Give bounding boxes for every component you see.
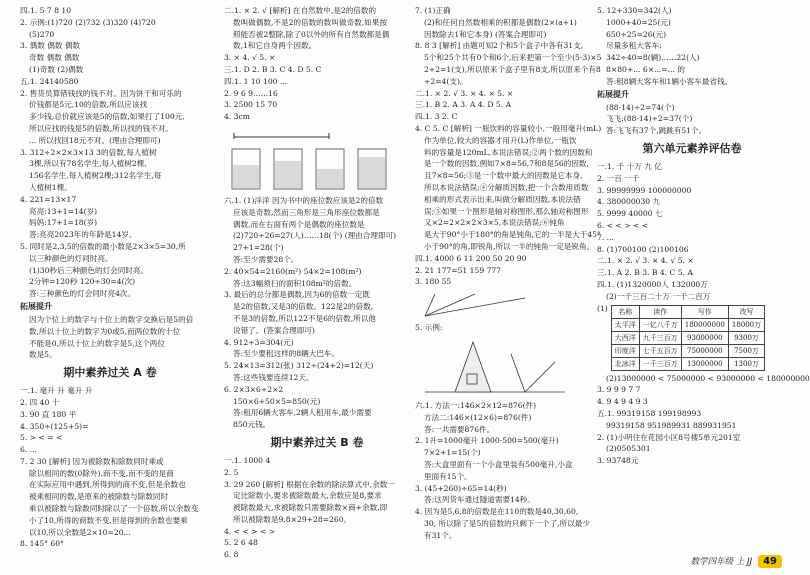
answer-line: 答:这列货车通过隧道需要14秒。 — [424, 495, 535, 505]
answer-line: 2÷2=1(支),所以原来个盒子里有8支,所以原来个有8 — [424, 64, 601, 74]
answer-line: 2. 1升=1000毫升 1000-500=500(毫升) — [415, 436, 559, 446]
answer-line: 因数除去1和它本身) (答案合理即可) — [424, 29, 547, 39]
answer-line: 料的容量是120mL,本说法错误;②两个数的因数和 — [424, 147, 593, 157]
table-cell: 180000000 — [681, 318, 728, 331]
answer-line: 二.1. × 2. √ [解析] 在自然数中,是2的倍数的 — [224, 6, 377, 15]
answer-line: (2)13000000 < 75000000 < 93000000 < 180000000 — [606, 373, 810, 383]
table-cell: 北冰洋 — [611, 357, 639, 370]
page-footer — [691, 553, 782, 569]
answer-line: 3. 9 9 9 7 7 — [597, 385, 641, 395]
answer-line: 4. 380000030 九 — [597, 197, 661, 207]
answer-line: 说错了。(答案合理即可) — [233, 325, 315, 335]
answer-line: 偶数,而在右面有两个是偶数的座位数是 — [233, 219, 365, 229]
answer-line: 相乘的形式表示出来,叫做分解质因数,本说法错 — [424, 194, 581, 204]
table-cell: 1300万 — [728, 357, 764, 370]
answer-line: 8. 8 3 [解析] 由题可知2个和5个盒子中各有31支, — [415, 41, 584, 51]
table-cell: 18000万 — [728, 318, 764, 331]
answer-line: 6. 8 — [224, 550, 239, 560]
answer-line: 3. 最后的总分都是偶数,因为6的倍数一定既 — [224, 290, 370, 300]
page-number: 49 — [758, 555, 782, 568]
table-header-cell: 改写 — [728, 305, 764, 318]
answer-line: (2)720÷26=27(人)……18(个) (理由合理即可) — [233, 231, 397, 241]
answer-line: 答:至少需要28个。 — [233, 254, 299, 264]
answer-line: 不能是0,所以十位上的数字是5,这个两位 — [29, 338, 165, 348]
answer-line: 5. 24×13=312(张) 312÷(24+2)=12(天) — [224, 361, 374, 371]
answer-line: 小了10,所得的商数不变,但是得到的余数也要乘 — [29, 515, 188, 525]
answer-line: ÷2=4(支)。 — [424, 76, 468, 86]
expand-title-1: 拓展提升 — [20, 301, 52, 311]
answer-line: 4. 350÷(125+5)= — [20, 421, 89, 431]
answer-line: 五.1. 24140580 — [20, 76, 79, 86]
answer-line: 数,所以十位上的数字为0或5,而两位数的十位 — [29, 326, 181, 336]
answer-line: 2. 四 40 十 — [20, 397, 60, 407]
expand-title-4: 拓展提升 — [597, 89, 629, 99]
answer-line: 里面有15个。 — [424, 471, 472, 481]
answer-line: 6. ... — [20, 445, 37, 455]
answer-line: 尽量多租大客车: — [606, 41, 662, 51]
answer-line: 5. > < = < — [20, 433, 63, 443]
answer-line: (1)奇数 (2)偶数 — [29, 64, 84, 74]
table-header-cell: 读作 — [639, 305, 681, 318]
table-cell: 九千三百万 — [639, 331, 681, 344]
answer-line: (2)一千三百二十万 一千二百万 — [606, 291, 711, 301]
answer-line: 4. < < > < > — [224, 526, 276, 536]
table-prefix: (1) — [597, 303, 608, 313]
ocean-table — [611, 305, 765, 371]
answer-line: 4. 因为是5,6,8的倍数是在110的数是40,30,60, — [415, 507, 579, 517]
answer-line: 答:租用6辆大客车,2辆人租用车,最少需要 — [233, 408, 372, 418]
answer-line: 数,1和它自身两个因数。 — [233, 41, 317, 51]
triangle-figure — [415, 336, 595, 398]
answer-column-2 — [224, 5, 410, 560]
answer-line: 定比除数小,要求被除数最大,余数应是8,要求 — [233, 491, 382, 501]
expand-answers-4 — [597, 102, 787, 137]
measuring-cups-figure — [224, 143, 410, 193]
answer-line: 5. 2 6 48 — [224, 538, 258, 548]
answer-line: 4. 3cm — [224, 112, 250, 122]
answer-line: 除以相同的数(0除外),商不变,而不变的是商 — [29, 468, 174, 478]
answer-line: 30, 所以除了是5的倍数的只剩下一个了,所以最少 — [424, 518, 591, 528]
unit6-title: 第六单元素养评估卷 — [642, 141, 742, 155]
subject-label: 数学四年级 上 JJ — [690, 557, 753, 567]
answer-line: 850元钱。 — [233, 420, 271, 430]
ocean-table-wrap — [597, 303, 787, 373]
answer-line: 2. 40×54=2160(m²) 54×2=108(m²) — [224, 266, 362, 276]
figure-label: 5. 示例: — [415, 323, 443, 333]
answer-line: 四.1. 4000 6 11 200 50 20 90 — [415, 253, 527, 263]
answer-line: 以三种颜色的灯同时亮。 — [29, 253, 113, 263]
table-row — [611, 318, 764, 331]
answer-line: 妈妈:17+1=18(岁) — [29, 218, 98, 228]
table-cell: 75000000 — [681, 344, 728, 357]
answer-line: 方法二:146×(12×6)=876(件) — [424, 412, 532, 422]
answer-line: 六.1. (1)洋洋 因为书中的座位数应该是2的倍数 — [224, 195, 384, 205]
answer-line: 5个和25个共有0个和6个,后来把第一个至少(5-3)×5 — [424, 53, 602, 63]
answer-line: 四.1. (1)1320000人 132000万 — [597, 279, 708, 289]
answer-line: 一.1. 毫升 升 毫升 升 — [20, 386, 93, 396]
answer-line: (2)和任何自然数相乘的积都是偶数(2×(a+1) — [424, 17, 577, 27]
answer-line: 小于90°的角,即锐角,所以一半的钝角一定是锐角。 — [424, 241, 595, 251]
answer-line: 3. 312÷2×2×3×13 3的倍数,每人植树 — [20, 147, 157, 157]
answer-line: 2. (1)小明住在花园小区8号楼5单元201室 — [597, 432, 741, 442]
answer-line: 8. 145° 60° — [20, 539, 64, 549]
answer-line: 2分钟=120秒 120÷30=4(次) — [29, 277, 136, 287]
answer-line: 2. 9 6 9……16 — [224, 88, 278, 98]
answer-line: 5. 9999 40000 七 — [597, 209, 663, 219]
table-header-cell: 写作 — [681, 305, 728, 318]
answer-line: 4. C 5. C [解析] 一瓶饮料的容量较小,一般用毫升(mL) — [415, 123, 602, 133]
answer-line: 飞飞:(88-14)÷2=37(个) — [606, 114, 693, 124]
table-header-cell: 名称 — [611, 305, 639, 318]
midterm-a-title: 期中素养过关 A 卷 — [63, 366, 157, 380]
answer-line: 3. × 4. √ 5. × — [224, 53, 276, 63]
answer-line: 一.1. 1000 4 — [224, 455, 271, 465]
answer-line: 所以被除数是9,8×29+28=260。 — [233, 514, 352, 524]
answer-line: 三.1. A 2. B 3. B 4. C 5. A — [597, 268, 693, 278]
answer-line: 数是5。 — [29, 350, 57, 360]
answer-line: ... 所以找回18元不对。(理由合理即可) — [29, 135, 161, 145]
answer-line: 一.1. 千 十万 九 亿 — [597, 161, 662, 171]
midterm-a-answers — [20, 385, 200, 550]
answer-line: 342÷40=8(辆)……22(人) — [606, 53, 700, 63]
table-row — [611, 344, 764, 357]
answer-line: 4. 9 4 9 4 9 3 — [597, 397, 648, 407]
answer-line: 3. (45+260)÷65=14(秒) — [415, 483, 507, 493]
answer-column-1 — [20, 5, 200, 550]
answer-line: 3棵,所以有78名学生,每人植树2棵, — [29, 159, 147, 169]
answer-column-3 — [415, 5, 602, 550]
answer-line: 7. (1)正确 — [415, 6, 451, 15]
answer-line: 四.1. 5 7 8 10 — [20, 6, 72, 15]
answer-line: 以10,所以余数是2×10=20... — [29, 527, 131, 537]
answer-line: 是大于90°小于180°的角是钝角,它的一半是大于45° — [424, 230, 601, 240]
answer-line: 答:三种颜色的灯会同时亮4次。 — [29, 289, 136, 299]
answer-line: 被除数最大,求被除数只需要除数×商+余数,即 — [233, 503, 388, 513]
answer-line: 被乘相同的数,是原来的被除数与除数同时 — [29, 492, 169, 502]
table-cell: 七千五百万 — [639, 344, 681, 357]
answer-line: 价钱都是5元,10的倍数,所以应该找 — [29, 100, 148, 110]
column-2-answers — [224, 5, 410, 123]
answer-line: 3. 29 260 [解析] 根据在余数的除法算式中,余数一 — [224, 479, 395, 489]
answer-line: 答:大盒里面有一个小盒里装有500毫升,小盒 — [424, 459, 573, 469]
table-cell: 13000000 — [681, 357, 728, 370]
answer-line: (1)30秒后三种颜色的灯会同时亮。 — [29, 265, 149, 275]
answer-line: 是2的倍数,又是3的倍数。122是2的倍数, — [233, 302, 374, 312]
answer-line: 2. 售货员算错钱找的钱不对。因为饼干和可乐的 — [20, 88, 182, 98]
answer-line: 六.1. 方法一:146×2×12=876(件) — [415, 400, 537, 410]
answer-line: 2. 一百 一千 — [597, 173, 640, 183]
answer-line: 答:一共需要876件。 — [424, 424, 495, 434]
midterm-b-answers — [224, 455, 410, 561]
angle-figure — [415, 290, 595, 320]
answer-line: 7. 2 30 [解析] 因为被除数和除数同时乘或 — [20, 456, 164, 466]
answer-line: 二.1. × 2. √ 3. × 4. √ 5. × — [597, 256, 694, 266]
answer-line: 5. 同时是2,3,5的倍数的最小数是2×3×5=30,所 — [20, 241, 186, 251]
answer-line: 所以本说法错误;④分解质因数,把一个合数用质数 — [424, 182, 589, 192]
table-cell: 9300万 — [728, 331, 764, 344]
answer-line: 多少钱,总价就应该是5的倍数,如果打了100元, — [29, 112, 185, 122]
column-3-answers — [415, 5, 602, 253]
column-1-answers — [20, 5, 200, 300]
column-3-answers-part3 — [415, 400, 595, 542]
answer-line: 6. < < > < < — [597, 220, 649, 230]
expand-answers-1 — [20, 314, 200, 361]
table-body — [611, 318, 764, 370]
answer-line: 误;⑤如果一个图形是轴对称图形,那么轴对称图形 — [424, 206, 589, 216]
unit6-answers-part2 — [597, 373, 810, 467]
answer-line: 又×2=2×2×2×3×5,本说法错误;⑥钝角 — [424, 218, 565, 228]
answer-line: 答:飞飞有37个,跳跳有51个。 — [606, 126, 707, 136]
answer-line: 不是3的倍数,所以122不是6的倍数,所以他 — [233, 313, 376, 323]
answer-line: 99319158 951989931 889931951 — [606, 420, 737, 430]
answer-line: 3. 180 55 — [415, 277, 452, 287]
answer-line: 3. 93748元 — [597, 456, 639, 466]
answer-line: 5. 12+330=342(人) — [597, 6, 672, 15]
midterm-b-title: 期中素养过关 B 卷 — [270, 435, 364, 449]
answer-line: 奇数 偶数 偶数 — [29, 53, 80, 63]
answer-line: 应该是奇数,然而三角形是三角形座位数都是 — [233, 207, 380, 217]
table-cell: 印度洋 — [611, 344, 639, 357]
answer-line: 6. 2×3×6÷2×2 — [224, 384, 284, 394]
answer-line: 答:这些钱要连续12天。 — [233, 372, 314, 382]
answer-line: 数叫做偶数,不是2的倍数的数叫做奇数,如果按 — [233, 17, 387, 27]
answer-line: 答:这3幅须扫的面积108m²的倍数。 — [233, 278, 357, 288]
answer-line: 650÷25=26(元) — [606, 29, 667, 39]
table-header-row — [611, 305, 764, 318]
table-cell: 一千三百万 — [639, 357, 681, 370]
table-row — [611, 331, 764, 344]
answer-line: 二.1. × 2. √ 3. × 4. × 5. × — [415, 88, 514, 98]
answer-line: 有31个。 — [424, 530, 457, 540]
table-cell: 93000000 — [681, 331, 728, 344]
answer-line: 五.1. 99319158 199198993 — [597, 408, 702, 418]
answer-column-4 — [597, 5, 810, 550]
answer-line: 答:租8辆大客车和1辆小客车最省钱。 — [606, 76, 733, 86]
answer-line: 答:亮亮2023年的年龄是14岁。 — [29, 230, 137, 240]
answer-line: 作为单位,较大的容器才用升(L)作单位,一瓶饮 — [424, 135, 577, 145]
answer-line: (2)0505301 — [606, 444, 651, 454]
column-2-answers-part2 — [224, 195, 410, 431]
answer-line: 3. 90 直 180 平 — [20, 409, 77, 419]
answer-line: 150×6+50×5=850(元) — [233, 396, 321, 406]
answer-line: 3. 99999999 100000000 — [597, 185, 692, 195]
answer-line: (88-14)÷2=74(个) — [606, 102, 675, 112]
answer-line: 三.1. B 2. A 3. A 4. D 5. A — [415, 100, 512, 110]
table-cell: 一亿八千万 — [639, 318, 681, 331]
answer-line: 7×2+1=15(个) — [424, 448, 481, 458]
answer-line: 照能否被2整除,除了0以外的所有自然数都是偶 — [233, 29, 390, 39]
table-cell: 太平洋 — [611, 318, 639, 331]
answer-line: 2. 21 177=51 159 777 — [415, 265, 502, 275]
answer-line: 156名学生,每人植树2棵;312名学生,每 — [29, 171, 162, 181]
answer-line: 四.1. 1 10 100 ... — [224, 76, 288, 86]
answer-line: 因为个位上的数字与十位上的数字交换后是5的倍 — [29, 314, 194, 324]
table-cell: 7500万 — [728, 344, 764, 357]
answer-line: 4. 221=13×17 — [20, 194, 77, 204]
answer-line: 3. 偶数 偶数 偶数 — [20, 41, 81, 51]
ruler-figure — [224, 125, 410, 141]
answer-line: 乘以被除数与除数同时除以了一个倍数,所以余数变 — [29, 504, 199, 514]
answer-line: 8×80+... 6×...=... 的 — [606, 64, 685, 74]
answer-line: 三.1. D 2. B 3. C 4. D 5. C — [224, 64, 322, 74]
answer-line: 亮亮:13+1=14(岁) — [29, 206, 98, 216]
answer-line: 四.1. 3 2. C — [415, 112, 458, 122]
answer-line: 2. 示例:(1)720 (2)732 (3)320 (4)720 — [20, 17, 156, 27]
answer-line: 3. 2500 15 70 — [224, 100, 278, 110]
answer-line: 8. (1)700100 (2)100106 — [597, 244, 689, 254]
answer-line: 在实际应用中遇到,所得到的商不变,但是余数也 — [29, 480, 186, 490]
unit6-answers — [597, 161, 787, 303]
answer-line: (5)270 — [29, 29, 55, 39]
answer-line: 且7×8=56;③是一个数中最大的因数是它本身, — [424, 171, 583, 181]
answer-line: 4. 912÷3=304(元) — [224, 337, 294, 347]
answer-line: 所以应找的钱是5的倍数,所以找的钱不对。 — [29, 123, 173, 133]
table-cell: 大西洋 — [611, 331, 639, 344]
answer-line: 7. ... — [597, 232, 614, 242]
answer-line: 人植树1棵。 — [29, 182, 72, 192]
answer-line: 1000+40=25(元) — [606, 17, 671, 27]
column-4-answers — [597, 5, 787, 88]
table-row — [611, 357, 764, 370]
answer-line: 2. 5 — [224, 467, 239, 477]
answer-line: 27+1=28(个) — [233, 243, 284, 253]
answer-line: 答:至少要租这样的8辆大巴车。 — [233, 349, 340, 359]
answer-line: 是一个数的因数,例如7×8=56,7和8是56的因数, — [424, 159, 589, 169]
column-3-answers-part2 — [415, 253, 595, 288]
